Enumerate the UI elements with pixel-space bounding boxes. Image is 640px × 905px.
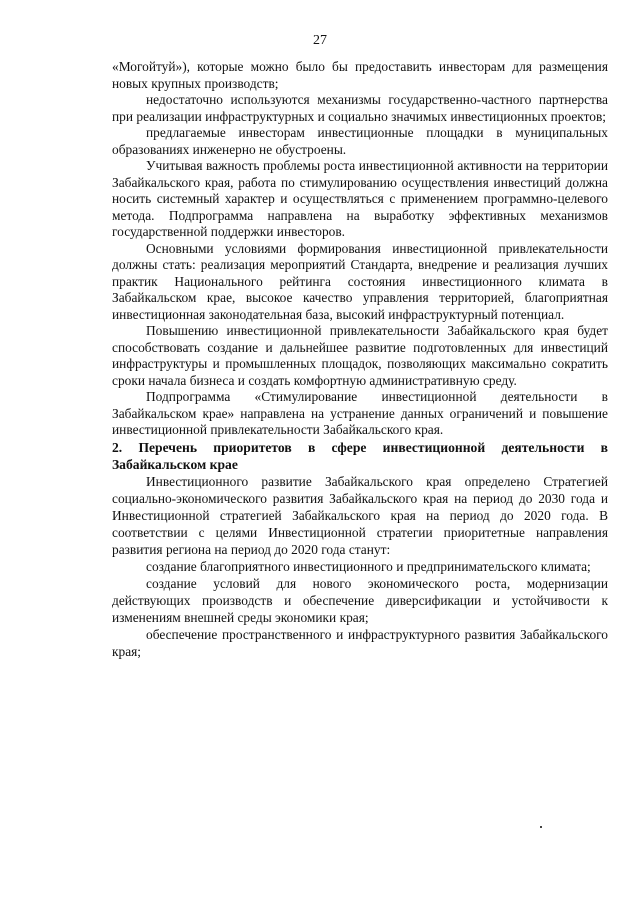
list-item: обеспечение пространственного и инфраструктурного развития Забайкальского края;: [112, 626, 608, 659]
section-title: 2. Перечень приоритетов в сфере инвестиционной деятельности в Забайкальском крае: [112, 439, 608, 472]
paragraph: Подпрограмма «Стимулирование инвестиционной деятельности в Забайкальском крае» направлена на устранение данных ограничений и повышение инвестиционной привлекательности Забайкальского края.: [112, 389, 608, 437]
paragraph: Учитывая важность проблемы роста инвестиционной активности на территории Забайкальского края, работа по стимулированию осуществления инвестиций должна носить системный характер и осуществляться с применением программно-целевого метода. Подпрограмма направлена на выработку эффективных механизмов государственной поддержки инвесторов.: [112, 158, 608, 239]
paragraph: Повышению инвестиционной привлекательности Забайкальского края будет способствовать создание и дальнейшее развитие подготовленных для инвестиций инфраструктуры и промышленных площадок, позволяющих максимально сократить сроки начала бизнеса и создать комфортную административную среду.: [112, 323, 608, 388]
paragraph-continuation: «Могойтуй»), которые можно было бы предоставить инвесторам для размещения новых крупных производств;: [112, 59, 608, 91]
scan-dot-mark: [540, 826, 542, 828]
paragraph: Инвестиционного развитие Забайкальского края определено Стратегией социально-экономического развития Забайкальского края на период до 2030 года и Инвестиционной стратегией Забайкальского края на период до 2020 года. В соответствии с целями Инвестиционной стратегии приоритетные направления развития региона на период до 2020 года станут:: [112, 473, 608, 557]
paragraph: предлагаемые инвесторам инвестиционные площадки в муниципальных образованиях инженерно не обустроены.: [112, 125, 608, 157]
list-item: создание благоприятного инвестиционного и предпринимательского климата;: [146, 558, 591, 574]
page-number: 27: [313, 33, 327, 48]
section-body: [112, 473, 608, 660]
paragraph: Основными условиями формирования инвестиционной привлекательности должны стать: реализация мероприятий Стандарта, внедрение и реализация лучших практик Национального рейтинга состояния инвестиционного климата в Забайкальском крае, высокое качество управления территорией, благоприятная инвестиционная законодательная база, высокий инфраструктурный потенциал.: [112, 240, 608, 322]
paragraph: недостаточно используются механизмы государственно-частного партнерства при реализации инфраструктурных и социально значимых инвестиционных проектов;: [112, 92, 608, 124]
list-item: создание условий для нового экономического роста, модернизации действующих производств и обеспечение диверсификации и устойчивости к изменениям внешней среды экономики края;: [112, 575, 608, 625]
document-body: [112, 59, 608, 660]
